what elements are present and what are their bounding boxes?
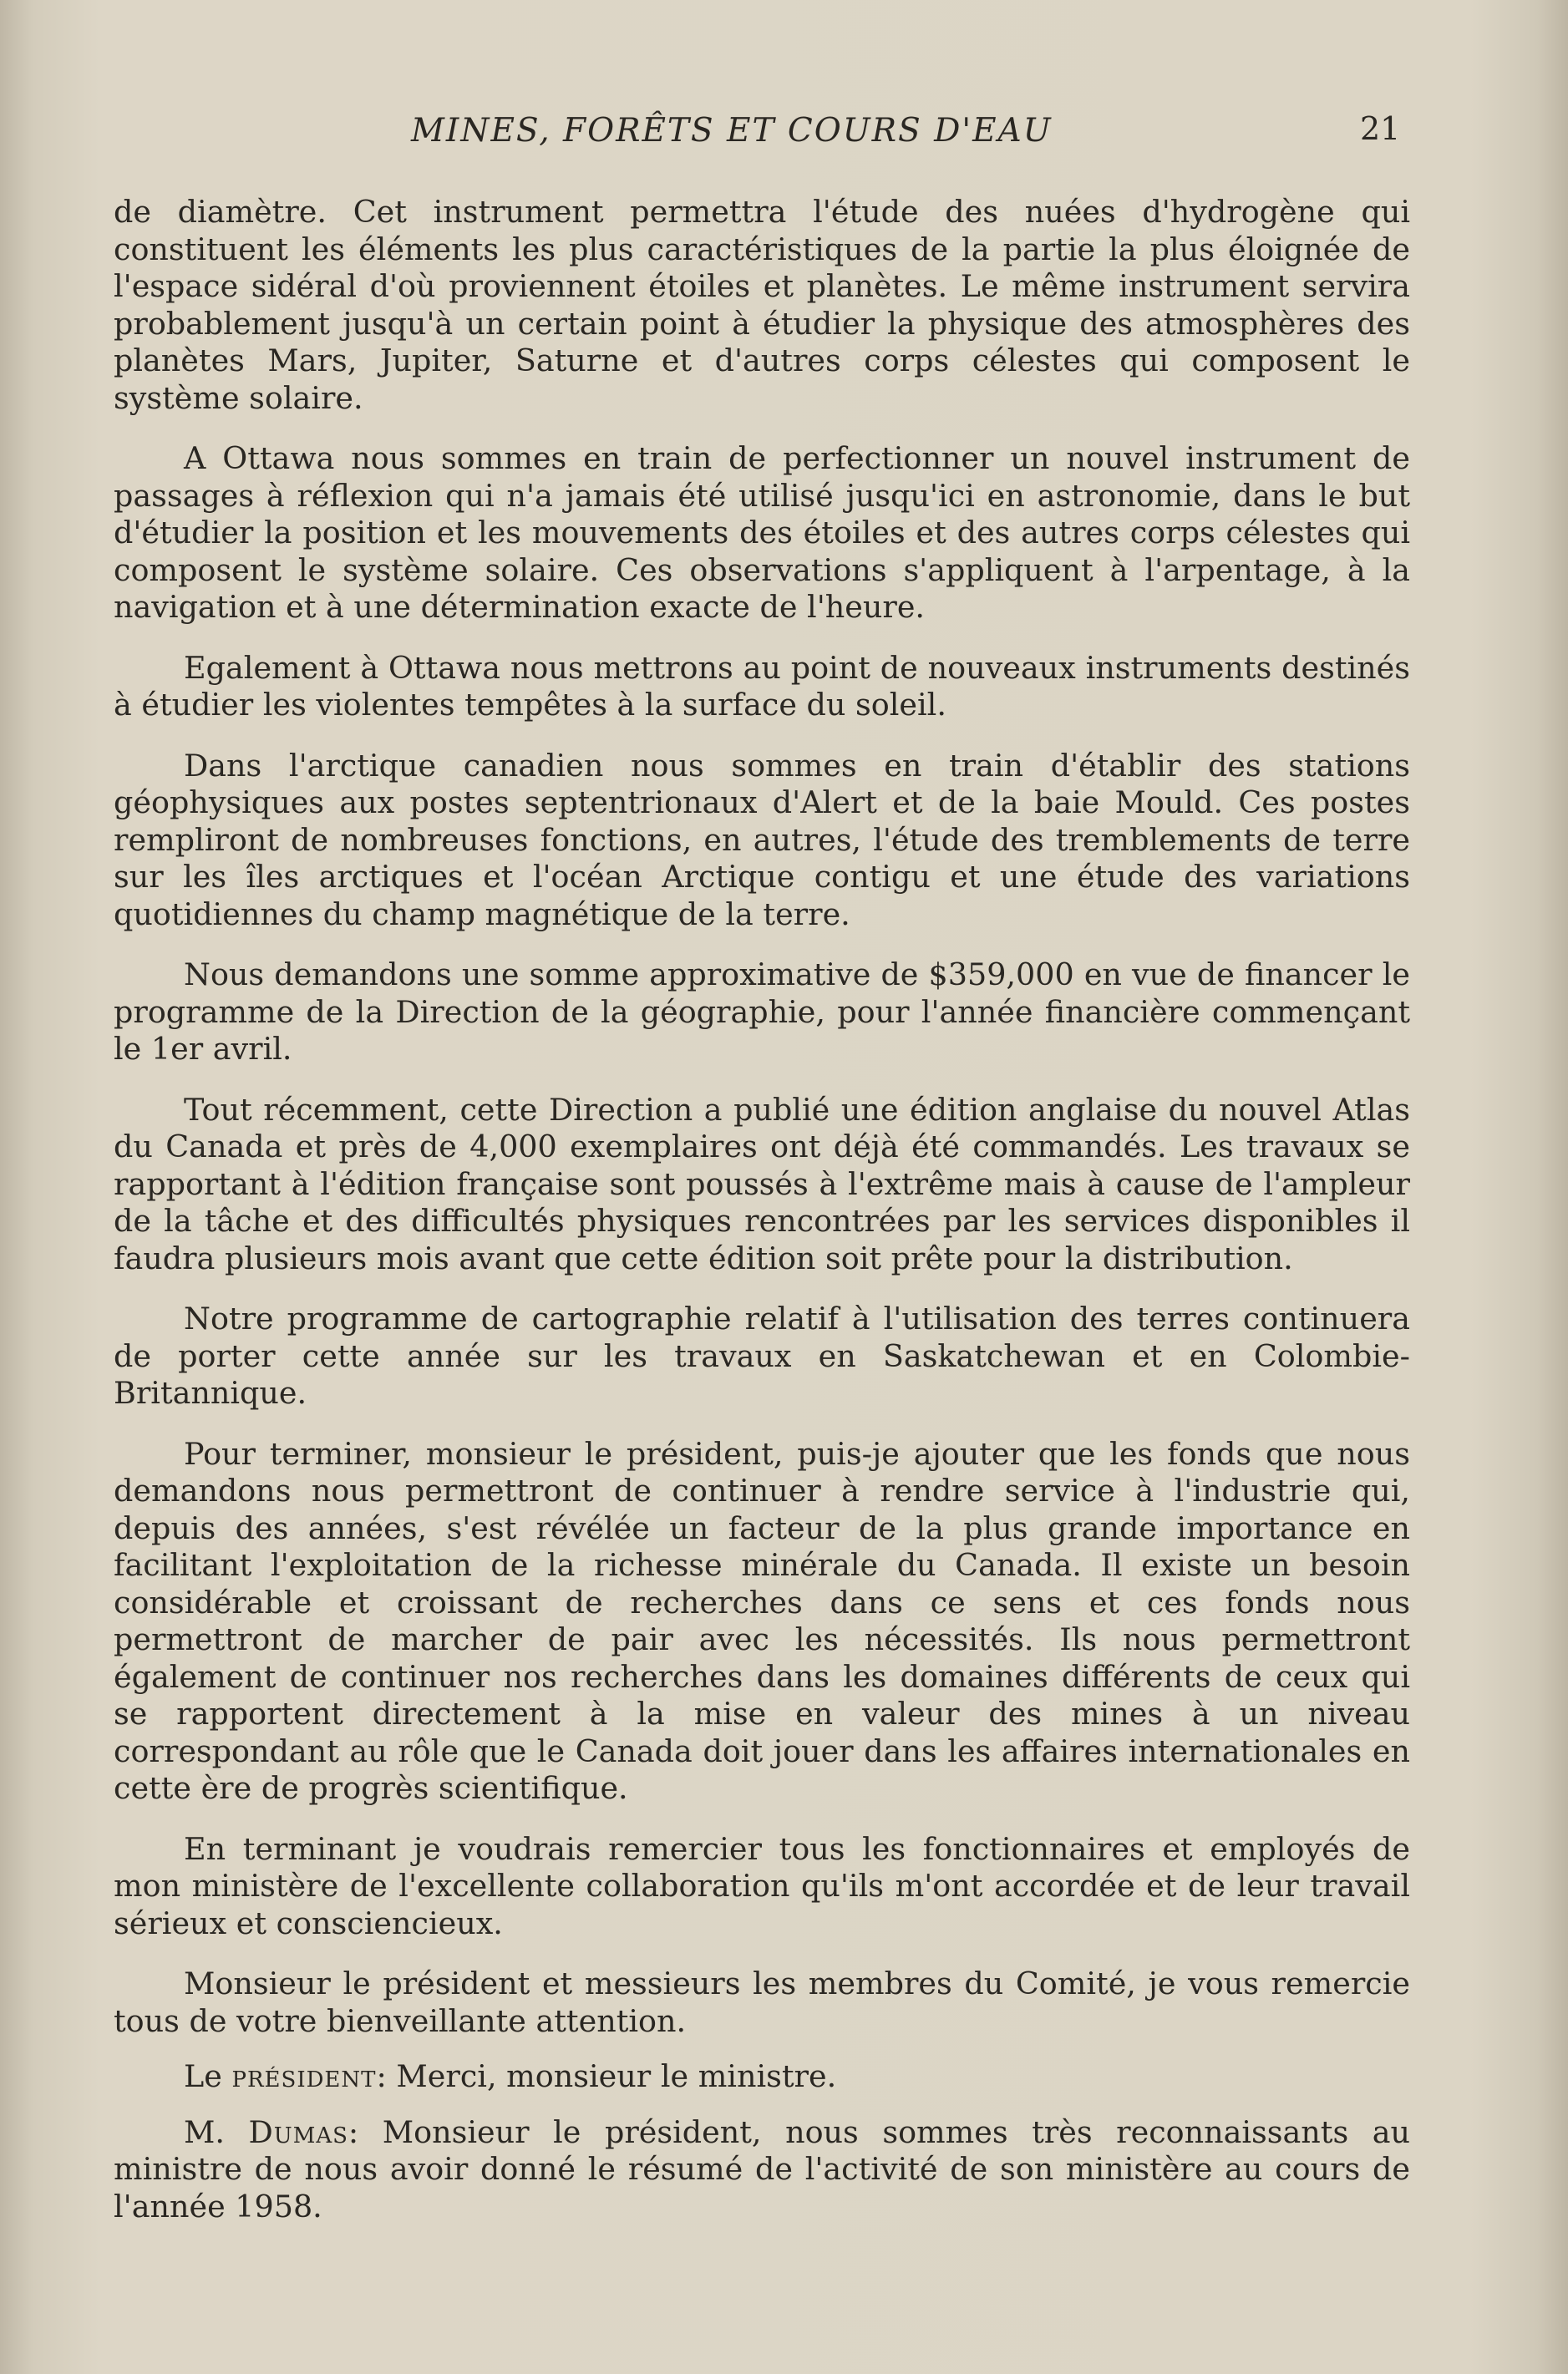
paragraph-3: Egalement à Ottawa nous mettrons au point de nouveaux instruments destinés à étudier les violentes tempêtes à la surface du soleil. (114, 649, 1410, 723)
dialogue-text: : Monsieur le président, nous sommes très reconnaissants au ministre de nous avoir donné le résumé de l'activité de son ministère au cours de l'année 1958. (114, 2113, 1411, 2224)
paragraph-5: Nous demandons une somme approximative de $359,000 en vue de financer le programme de la Direction de la géographie, pour l'année financière commençant le 1er avril. (114, 956, 1410, 1067)
paragraph-8: Pour terminer, monsieur le président, puis-je ajouter que les fonds que nous demandons nous permettront de continuer à rendre service à l'industrie qui, depuis des années, s'est révélée un facteur de la plus grande importance en facilitant l'exploitation de la richesse minérale du Canada. Il existe un besoin considérable et croissant de recherches dans ce sens et ces fonds nous permettront de marcher de pair avec les nécessités. Ils nous permettront également de continuer nos recherches dans les domaines différents de ceux qui se rapportent directement à la mise en valeur des mines à un niveau correspondant au rôle que le Canada doit jouer dans les affaires internationales en cette ère de progrès scientifique. (114, 1435, 1410, 1806)
dialogue-text: : Merci, monsieur le ministre. (376, 2058, 837, 2094)
paragraph-7: Notre programme de cartographie relatif à l'utilisation des terres continuera de porter cette année sur les travaux en Saskatchewan et en Colombie-Britannique. (114, 1301, 1410, 1411)
speaker-prefix: M. (184, 2113, 249, 2150)
page-header (0, 107, 1568, 165)
paragraph-1: de diamètre. Cet instrument permettra l'étude des nuées d'hydrogène qui constituent les éléments les plus caractéristiques de la partie la plus éloignée de l'espace sidéral d'où proviennent étoiles et planètes. Le même instrument servira probablement jusqu'à un certain point à étudier la physique des atmosphères des planètes Mars, Jupiter, Saturne et d'autres corps célestes qui composent le système solaire. (114, 194, 1410, 416)
body-text (114, 194, 1410, 2249)
speaker-name: président (231, 2058, 377, 2094)
paragraph-10: Monsieur le président et messieurs les membres du Comité, je vous remercie tous de votre bienveillante attention. (114, 1966, 1410, 2039)
paragraph-6: Tout récemment, cette Direction a publié une édition anglaise du nouvel Atlas du Canada et près de 4,000 exemplaires ont déjà été commandés. Les travaux se rapportant à l'édition française sont poussés à l'extrême mais à cause de l'ampleur de la tâche et des difficultés physiques rencontrées par les services disponibles il faudra plusieurs mois avant que cette édition soit prête pour la distribution. (114, 1091, 1410, 1276)
paragraph-2: A Ottawa nous sommes en train de perfectionner un nouvel instrument de passages à réflexion qui n'a jamais été utilisé jusqu'ici en astronomie, dans le but d'étudier la position et les mouvements des étoiles et des autres corps célestes qui composent le système solaire. Ces observations s'appliquent à l'arpentage, à la navigation et à une détermination exacte de l'heure. (114, 440, 1410, 625)
paragraph-4: Dans l'arctique canadien nous sommes en train d'établir des stations géophysiques aux postes septentrionaux d'Alert et de la baie Mould. Ces postes rempliront de nombreuses fonctions, en autres, l'étude des tremblements de terre sur les îles arctiques et l'océan Arctique contigu et une étude des variations quotidiennes du champ magnétique de la terre. (114, 747, 1410, 932)
paragraph-9: En terminant je voudrais remercier tous les fonctionnaires et employés de mon ministère de l'excellente collaboration qu'ils m'ont accordée et de leur travail sérieux et consciencieux. (114, 1830, 1410, 1941)
page-number: 21 (1360, 110, 1401, 147)
dialogue-dumas (114, 2114, 1410, 2226)
speaker-name: Dumas (248, 2113, 348, 2150)
speaker-prefix: Le (184, 2058, 232, 2094)
dialogue-president (114, 2058, 1410, 2096)
running-head: MINES, FORÊTS ET COURS D'EAU (411, 112, 1053, 150)
